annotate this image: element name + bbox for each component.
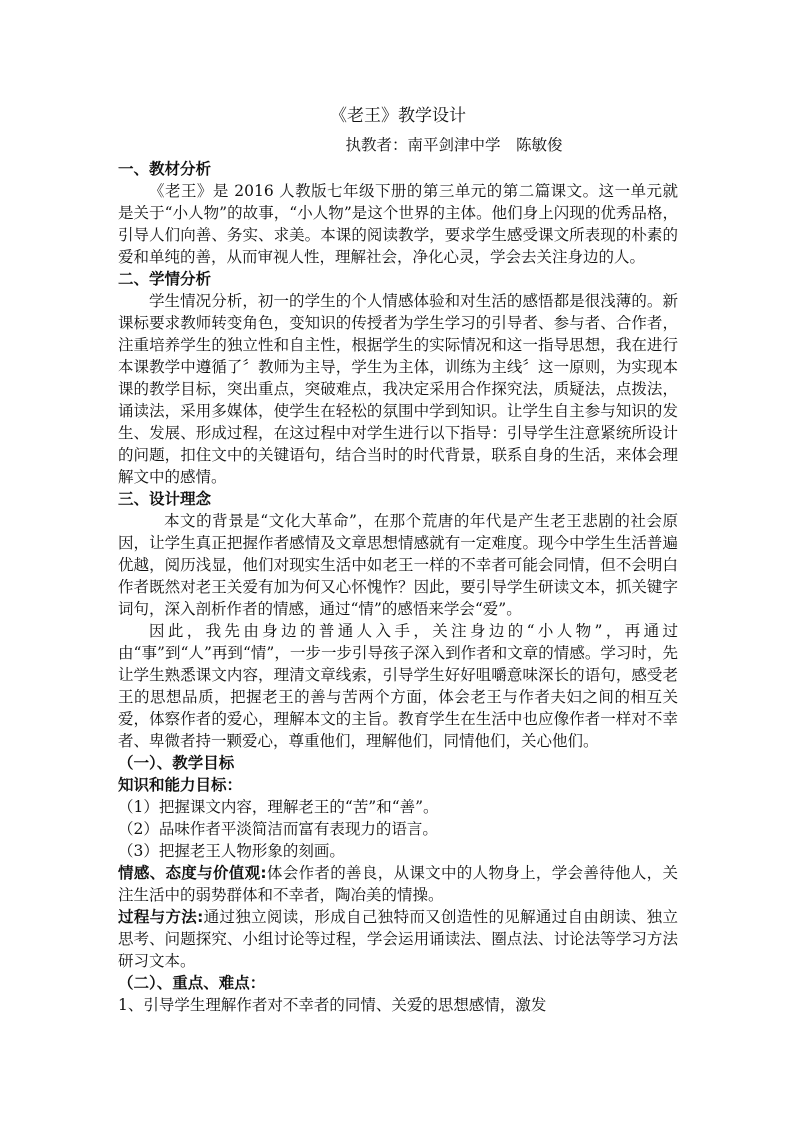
author-line: 执教者：南平剑津中学 陈敏俊 <box>345 136 563 154</box>
paragraph: 1、引导学生理解作者对不幸者的同情、关爱的思想感情，激发 <box>118 996 547 1014</box>
section-heading-key-points: （二）、重点、难点： <box>118 974 266 992</box>
paragraph: 学生情况分析，初一的学生的个人情感体验和对生活的感悟都是很浅薄的。新课标要求教师转变角色，变知识的传授者为学生学习的引导者、参与者、合作者，注重培养学生的独立性和自主性，根据学生的实际情况和这一指导思想，我在进行本课教学中遵循了〞教师为主导，学生为主体，训练为主线〞这一原则，为实现本课的教学目标，突出重点，突破难点，我决定采用合作探究法，质疑法，点拨法，诵读法，采用多媒体，使学生在轻松的氛围中学到知识。让学生自主参与知识的发生、发展、形成过程，在这过程中对学生进行以下指导：引导学生注意紧统所设计的问题，扣住文中的关键语句，结合当时的时代背景，联系自身的生活，来体会理解文中的感情。 <box>118 292 678 486</box>
process-goals-label: 过程与方法: <box>118 908 204 926</box>
section-heading-student-analysis: 二、学情分析 <box>118 270 212 288</box>
paragraph: 本文的背景是“文化大革命”，在那个荒唐的年代是产生老王悲剧的社会原因，让学生真正把握作者感情及文章思想情感就有一定难度。现今中学生生活普遍优越，阅历浅显，他们对现实生活中如老王一样的不幸者可能会同情，但不会明白作者既然对老王关爱有加为何又心怀愧怍？因此，要引导学生研读文本，抓关键字词句，深入剖析作者的情感，通过“情”的感悟来学会“爱”。 <box>118 512 678 618</box>
knowledge-goals-label: 知识和能力目标： <box>118 776 243 794</box>
emotion-goals-text: 体会作者的善良，从课文中的人物身上，学会善待他人，关注生活中的弱势群体和不幸者，陶冶美的情操。 <box>118 864 678 904</box>
emotion-goals <box>118 862 678 906</box>
process-goals <box>118 906 678 972</box>
section-heading-textbook-analysis: 一、教材分析 <box>118 160 212 178</box>
document-title: 《老王》教学设计 <box>330 106 466 126</box>
section-heading-teaching-goals: （一）、教学目标 <box>118 754 235 772</box>
process-goals-text: 通过独立阅读，形成自己独特而又创造性的见解通过自由朗读、独立思考、问题探究、小组讨论等过程，学会运用诵读法、圈点法、讨论法等学习方法研习文本。 <box>118 908 678 970</box>
section-heading-design-concept: 三、设计理念 <box>118 490 212 508</box>
paragraph: 因此，我先由身边的普通人入手，关注身边的“小人物”，再通过由“事”到“人”再到“情”，一步一步引导孩子深入到作者和文章的情感。学习时，先让学生熟悉课文内容，理清文章线索，引导学生好好咀嚼意味深长的语句，感受老王的思想品质，把握老王的善与苦两个方面，体会老王与作者夫妇之间的相互关爱，体察作者的爱心，理解本文的主旨。教育学生在生活中也应像作者一样对不幸者、卑微者持一颗爱心，尊重他们，理解他们，同情他们，关心他们。 <box>118 622 678 750</box>
goal-item: （1）把握课文内容，理解老王的“苦”和“善”。 <box>118 798 439 816</box>
goal-item: （2）品味作者平淡简洁而富有表现力的语言。 <box>118 820 438 838</box>
paragraph: 《老王》是 2016 人教版七年级下册的第三单元的第二篇课文。这一单元就是关于“小人物”的故事，“小人物”是这个世界的主体。他们身上闪现的优秀品格，引导人们向善、务实、求美。本课的阅读教学，要求学生感受课文所表现的朴素的爱和单纯的善，从而审视人性，理解社会，净化心灵，学会去关注身边的人。 <box>118 182 678 266</box>
goal-item: （3）把握老王人物形象的刻画。 <box>118 842 345 860</box>
document-page <box>118 104 678 1016</box>
emotion-goals-label: 情感、态度与价值观: <box>118 864 267 882</box>
